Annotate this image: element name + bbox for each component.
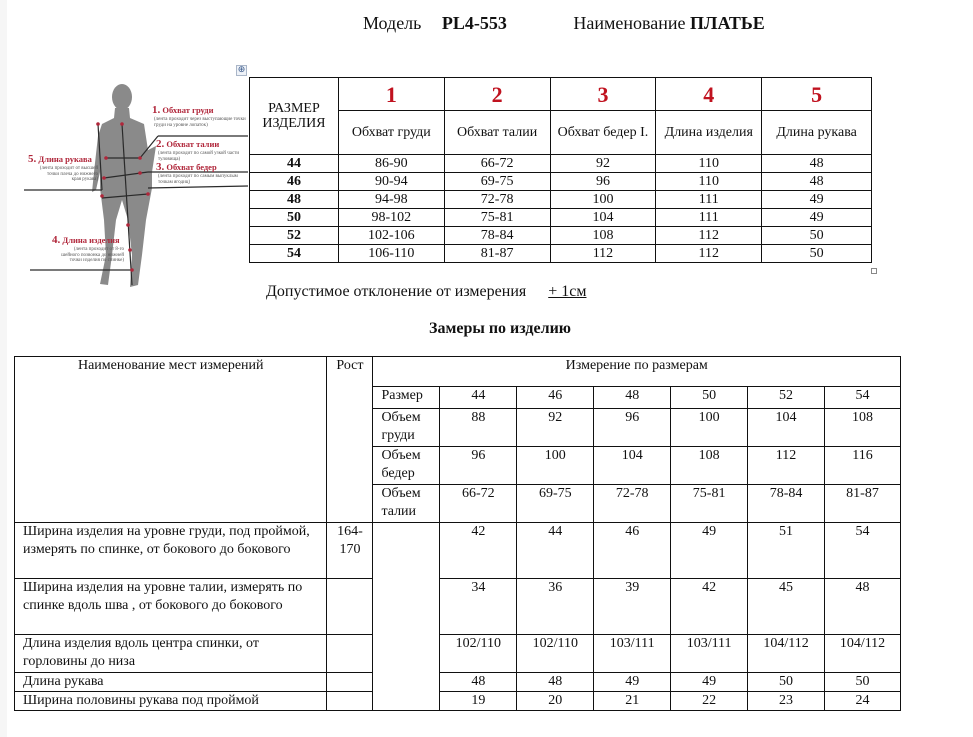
value-cell: 100 [517, 447, 594, 485]
table-row [15, 579, 901, 635]
value-cell: 44 [440, 387, 517, 409]
value-cell: 102-106 [338, 227, 444, 245]
model-value: PL4-553 [441, 13, 507, 33]
body-measurement-figure [20, 80, 250, 295]
size-cell: 54 [250, 245, 339, 263]
value-cell: 49 [762, 191, 872, 209]
table-move-handle-icon[interactable]: ⊕ [237, 65, 246, 75]
size-cell: 46 [250, 173, 339, 191]
value-cell: 50 [825, 673, 901, 692]
column-header-sleeve: Длина рукава [762, 111, 872, 155]
value-cell: 46 [517, 387, 594, 409]
value-cell: 75-81 [444, 209, 550, 227]
value-cell: 108 [825, 409, 901, 447]
value-cell: 52 [748, 387, 825, 409]
value-cell: 108 [550, 227, 656, 245]
value-cell: 48 [825, 579, 901, 635]
height-cell [327, 635, 373, 673]
value-cell: 78-84 [748, 485, 825, 523]
value-cell: 111 [656, 191, 762, 209]
column-number: 1 [338, 78, 444, 111]
value-cell: 48 [517, 673, 594, 692]
figure-label-hips: 3. Обхват бедер [156, 161, 217, 173]
figure-label-sleeve: 5. Длина рукава [28, 153, 92, 165]
value-cell: 54 [825, 523, 901, 579]
value-cell: 94-98 [338, 191, 444, 209]
header-height: Рост [327, 357, 373, 523]
table-row [15, 635, 901, 673]
column-header-length: Длина изделия [656, 111, 762, 155]
figure-note-bust: (лента проходит через выступающие точки груди на уровне лопаток) [154, 117, 246, 128]
value-cell: 104 [594, 447, 671, 485]
name-label: Наименование [573, 13, 686, 33]
figure-note-length: (лента проходит от 8-го шейного позвонка до нижней точки изделия по спинке) [61, 247, 124, 263]
value-cell: 75-81 [671, 485, 748, 523]
value-cell: 116 [825, 447, 901, 485]
value-cell: 69-75 [444, 173, 550, 191]
model-label: Модель [363, 13, 422, 33]
value-cell: 66-72 [444, 155, 550, 173]
figure-label-length: 4. Длина изделия [52, 234, 120, 246]
page-margin [0, 0, 7, 737]
figure-note-waist: (лента проходит по самой узкой части туловища) [158, 151, 240, 162]
value-cell: 104/112 [748, 635, 825, 673]
value-cell: 51 [748, 523, 825, 579]
value-cell: 39 [594, 579, 671, 635]
value-cell: 72-78 [594, 485, 671, 523]
value-cell: 50 [762, 227, 872, 245]
garment-measurements-table [14, 356, 901, 711]
value-cell: 50 [748, 673, 825, 692]
value-cell: 81-87 [444, 245, 550, 263]
table-row [15, 673, 901, 692]
row-label: Длина рукава [15, 673, 327, 692]
value-cell: 112 [656, 245, 762, 263]
value-cell: 24 [825, 692, 901, 711]
table-row [250, 245, 872, 263]
value-cell: 112 [656, 227, 762, 245]
column-header-hips: Обхват бедер I. [550, 111, 656, 155]
column-number: 4 [656, 78, 762, 111]
column-number: 2 [444, 78, 550, 111]
row-label: Длина изделия вдоль центра спинки, от горловины до низа [15, 635, 327, 673]
empty-cell [373, 523, 440, 711]
value-cell: 106-110 [338, 245, 444, 263]
value-cell: 72-78 [444, 191, 550, 209]
value-cell: 110 [656, 155, 762, 173]
table-resize-handle-icon[interactable] [871, 268, 877, 274]
table-row [250, 155, 872, 173]
value-cell: 22 [671, 692, 748, 711]
height-cell [327, 673, 373, 692]
value-cell: 102/110 [517, 635, 594, 673]
value-cell: 54 [825, 387, 901, 409]
value-cell: 34 [440, 579, 517, 635]
value-cell: 36 [517, 579, 594, 635]
table-row [250, 227, 872, 245]
size-cell: 48 [250, 191, 339, 209]
value-cell: 78-84 [444, 227, 550, 245]
value-cell: 46 [594, 523, 671, 579]
value-cell: 49 [671, 673, 748, 692]
value-cell: 50 [671, 387, 748, 409]
value-cell: 104 [748, 409, 825, 447]
size-chart-table [249, 77, 872, 263]
value-cell: 103/111 [671, 635, 748, 673]
value-cell: 96 [594, 409, 671, 447]
table-row [250, 209, 872, 227]
value-cell: 86-90 [338, 155, 444, 173]
value-cell: 96 [440, 447, 517, 485]
value-cell: 96 [550, 173, 656, 191]
column-number: 3 [550, 78, 656, 111]
row-label: Объем груди [373, 409, 440, 447]
value-cell: 100 [550, 191, 656, 209]
table-row [15, 523, 901, 579]
value-cell: 112 [550, 245, 656, 263]
figure-note-hips: (лента проходит по самым выпуклым точкам ягодиц) [158, 174, 238, 185]
size-cell: 52 [250, 227, 339, 245]
table-row [250, 173, 872, 191]
value-cell: 104/112 [825, 635, 901, 673]
size-cell: 44 [250, 155, 339, 173]
value-cell: 45 [748, 579, 825, 635]
tolerance-text: Допустимое отклонение от измерения [266, 283, 527, 300]
name-value: ПЛАТЬЕ [690, 13, 765, 33]
column-number: 5 [762, 78, 872, 111]
value-cell: 66-72 [440, 485, 517, 523]
value-cell: 49 [594, 673, 671, 692]
size-header-cell: РАЗМЕР ИЗДЕЛИЯ [250, 78, 339, 155]
value-cell: 48 [594, 387, 671, 409]
column-header-bust: Обхват груди [338, 111, 444, 155]
value-cell: 110 [656, 173, 762, 191]
tolerance-note [266, 283, 586, 301]
row-label: Объем талии [373, 485, 440, 523]
value-cell: 100 [671, 409, 748, 447]
figure-label-waist: 2. Обхват талии [156, 138, 220, 150]
figure-note-sleeve: (лента проходит от высшей точки плеча до нижнего края рукава) [39, 166, 98, 182]
value-cell: 49 [671, 523, 748, 579]
header-measurement-name: Наименование мест измерений [15, 357, 327, 523]
value-cell: 102/110 [440, 635, 517, 673]
row-label: Ширина изделия на уровне талии, измерять по спинке вдоль шва , от бокового до бокового [15, 579, 327, 635]
value-cell: 50 [762, 245, 872, 263]
row-label: Ширина изделия на уровне груди, под проймой, измерять по спинке, от бокового до бокового [15, 523, 327, 579]
value-cell: 44 [517, 523, 594, 579]
value-cell: 90-94 [338, 173, 444, 191]
table-row [250, 191, 872, 209]
value-cell: 19 [440, 692, 517, 711]
height-cell [327, 579, 373, 635]
value-cell: 81-87 [825, 485, 901, 523]
table-row [15, 692, 901, 711]
section-title: Замеры по изделию [429, 320, 572, 337]
document-title [363, 13, 765, 34]
value-cell: 98-102 [338, 209, 444, 227]
value-cell: 23 [748, 692, 825, 711]
tolerance-value: + 1см [548, 283, 587, 300]
value-cell: 111 [656, 209, 762, 227]
height-cell [327, 692, 373, 711]
row-label: Ширина половины рукава под проймой [15, 692, 327, 711]
value-cell: 42 [671, 579, 748, 635]
value-cell: 112 [748, 447, 825, 485]
value-cell: 92 [550, 155, 656, 173]
value-cell: 103/111 [594, 635, 671, 673]
value-cell: 104 [550, 209, 656, 227]
value-cell: 108 [671, 447, 748, 485]
value-cell: 20 [517, 692, 594, 711]
size-cell: 50 [250, 209, 339, 227]
silhouette-image [20, 80, 250, 295]
value-cell: 49 [762, 209, 872, 227]
header-sizes: Измерение по размерам [373, 357, 901, 387]
row-label: Объем бедер [373, 447, 440, 485]
value-cell: 69-75 [517, 485, 594, 523]
value-cell: 88 [440, 409, 517, 447]
value-cell: 48 [762, 173, 872, 191]
value-cell: 92 [517, 409, 594, 447]
value-cell: 48 [762, 155, 872, 173]
value-cell: 48 [440, 673, 517, 692]
height-cell: 164-170 [327, 523, 373, 579]
value-cell: 42 [440, 523, 517, 579]
figure-label-bust: 1. Обхват груди [152, 104, 214, 116]
column-header-waist: Обхват талии [444, 111, 550, 155]
row-label: Размер [373, 387, 440, 409]
value-cell: 21 [594, 692, 671, 711]
